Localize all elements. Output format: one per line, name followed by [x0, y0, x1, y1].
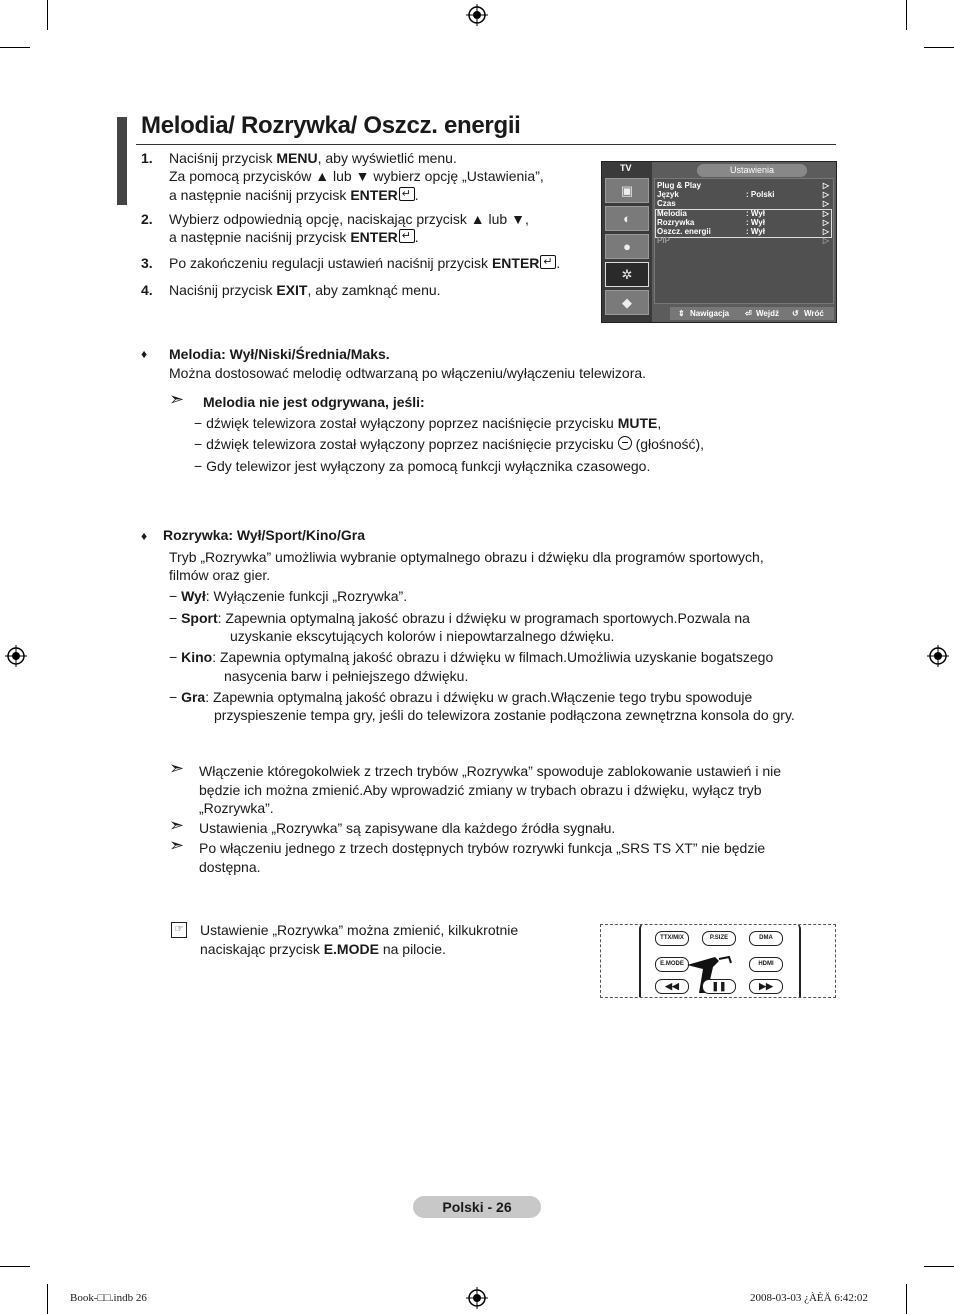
tv-menu-row: Czas ▷	[657, 199, 829, 208]
step-2-line-1: Wybierz odpowiednią opcję, naciskając przycisk ▲ lub ▼,	[169, 211, 529, 227]
tv-menu-row: Melodia : Wył ▷	[657, 209, 829, 218]
remote-note-line-1: Ustawienie „Rozrywka” można zmienić, kilkukrotnie	[200, 922, 519, 938]
bullet-icon: ♦	[141, 529, 148, 543]
note-arrow-icon: ➣	[169, 758, 185, 778]
tv-menu-footer	[670, 307, 834, 320]
tv-menu-sidebar	[602, 162, 652, 322]
mode-wyl: − Wył: Wyłączenie funkcji „Rozrywka”.	[169, 588, 408, 604]
step-4-line-1: Naciśnij przycisk EXIT, aby zamknąć menu.	[169, 282, 441, 298]
note-1-line-2: będzie ich można zmienić.Aby wprowadzić zmiany w trybach obrazu i dźwięku, wyłącz tryb	[199, 782, 762, 798]
fast-forward-icon: ▶▶	[749, 979, 783, 994]
picture-icon: ▣	[605, 178, 649, 203]
mode-kino: − Kino: Zapewnia optymalną jakość obrazu i dźwięku w filmach.Umożliwia uzyskanie bogatszego	[169, 649, 774, 665]
remote-hand-icon: ☞	[171, 922, 187, 938]
note-arrow-icon: ➣	[169, 389, 185, 409]
bullet-icon: ♦	[141, 347, 148, 361]
e-mode-button: E.MODE	[655, 957, 689, 972]
note-arrow-icon: ➣	[169, 835, 185, 855]
registration-mark-icon	[466, 4, 488, 26]
note-2: Ustawienia „Rozrywka” są zapisywane dla każdego źródła sygnału.	[199, 820, 616, 836]
step-1-line-3: a następnie naciśnij przycisk ENTER↵ .	[169, 186, 419, 204]
melodia-item-2: − dźwięk telewizora został wyłączony poprzez naciśnięcie przycisku (głośność),	[194, 436, 705, 452]
enter-icon: ⏎	[745, 309, 752, 318]
rozrywka-intro: Tryb „Rozrywka” umożliwia wybranie optymalnego obrazu i dźwięku dla programów sportowych,	[169, 549, 764, 565]
tv-menu-row: Język : Polski ▷	[657, 190, 829, 199]
tv-menu-row: Rozrywka : Wył ▷	[657, 218, 829, 227]
tv-menu-screenshot	[601, 161, 837, 323]
mode-sport-line-2: uzyskanie ekscytujących kolorów i niepowtarzalnego dźwięku.	[230, 628, 615, 644]
melodia-item-3: − Gdy telewizor jest wyłączony za pomocą funkcji wyłącznika czasowego.	[194, 458, 651, 474]
remote-note-line-2: naciskając przycisk E.MODE na pilocie.	[200, 941, 446, 957]
hdmi-button: HDMI	[749, 957, 783, 972]
melodia-note-heading: Melodia nie jest odgrywana, jeśli:	[203, 394, 425, 410]
note-3-line-1: Po włączeniu jednego z trzech dostępnych trybów rozrywki funkcja „SRS TS XT” nie będzie	[199, 840, 766, 856]
footer-back: Wróć	[804, 309, 824, 318]
note-arrow-icon: ➣	[169, 815, 185, 835]
title-underline	[136, 144, 836, 145]
step-1-line-2: Za pomocą przycisków ▲ lub ▼ wybierz opcję „Ustawienia”,	[169, 168, 544, 184]
registration-mark-icon	[927, 645, 949, 667]
enter-icon	[540, 255, 556, 269]
enter-icon	[399, 229, 415, 243]
page-title: Melodia/ Rozrywka/ Oszcz. energii	[141, 112, 521, 139]
note-1-line-3: „Rozrywka”.	[199, 800, 274, 816]
p-size-button: P.SIZE	[702, 931, 736, 946]
registration-mark-icon	[466, 1287, 488, 1309]
title-side-bar-gap	[127, 117, 132, 205]
tv-menu-row: Plug & Play ▷	[657, 181, 829, 190]
step-number: 4.	[141, 282, 153, 298]
mode-kino-line-2: nasycenia barw i pełniejszego dźwięku.	[224, 668, 469, 684]
tv-label: TV	[620, 163, 632, 173]
note-1-line-1: Włączenie któregokolwiek z trzech trybów „Rozrywka” spowoduje zablokowanie ustawień i nie	[199, 763, 782, 779]
footer-enter: Wejdź	[756, 309, 779, 318]
pause-icon: ❚❚	[702, 979, 736, 994]
printer-slug-right: 2008-03-03 ¿ÀÈÄ 6:42:02	[750, 1292, 868, 1304]
nav-arrows-icon: ⇕	[678, 309, 685, 318]
remote-control-illustration	[600, 924, 836, 998]
tv-menu-row: PIP ▷	[657, 236, 829, 245]
return-icon: ↺	[792, 309, 799, 318]
step-1-line-1: Naciśnij przycisk MENU, aby wyświetlić menu.	[169, 150, 457, 166]
tv-menu-header: Ustawienia	[697, 164, 807, 177]
step-2-line-2: a następnie naciśnij przycisk ENTER↵ .	[169, 228, 419, 246]
step-3-line-1: Po zakończeniu regulacji ustawień naciśnij przycisk ENTER↵ .	[169, 254, 560, 272]
step-number: 1.	[141, 150, 153, 166]
rozrywka-intro-2: filmów oraz gier.	[169, 567, 271, 583]
ttx-mix-button: TTX/MIX	[655, 931, 689, 946]
rewind-icon: ◀◀	[655, 979, 689, 994]
input-icon: ◆	[605, 290, 649, 315]
note-3-line-2: dostępna.	[199, 859, 261, 875]
setup-gear-icon: ✲	[605, 262, 649, 287]
mode-gra: − Gra: Zapewnia optymalną jakość obrazu i dźwięku w grach.Włączenie tego trybu spowoduje	[169, 689, 753, 705]
page-number-badge: Polski - 26	[413, 1196, 541, 1218]
enter-icon	[399, 187, 415, 201]
printer-slug-left: Book-□□.indb 26	[70, 1292, 147, 1304]
volume-down-icon	[618, 436, 632, 450]
step-number: 2.	[141, 211, 153, 227]
melodia-description: Można dostosować melodię odtwarzaną po włączeniu/wyłączeniu telewizora.	[169, 365, 647, 381]
mode-sport: − Sport: Zapewnia optymalną jakość obrazu i dźwięku w programach sportowych.Pozwala na	[169, 610, 750, 626]
tv-menu-row: Oszcz. energii : Wył ▷	[657, 227, 829, 236]
rozrywka-heading: Rozrywka: Wył/Sport/Kino/Gra	[163, 527, 365, 543]
channel-icon: ●	[605, 234, 649, 259]
registration-mark-icon	[5, 645, 27, 667]
dma-button: DMA	[749, 931, 783, 946]
mode-gra-line-2: przyspieszenie tempa gry, jeśli do telewizora zostanie podłączona zewnętrzna konsola do gry.	[214, 707, 795, 723]
footer-nav: Nawigacja	[690, 309, 730, 318]
sound-icon: ◐	[605, 206, 649, 231]
step-number: 3.	[141, 255, 153, 271]
melodia-item-1: − dźwięk telewizora został wyłączony poprzez naciśnięcie przycisku MUTE,	[194, 415, 662, 431]
melodia-heading: Melodia: Wył/Niski/Średnia/Maks.	[169, 346, 390, 362]
